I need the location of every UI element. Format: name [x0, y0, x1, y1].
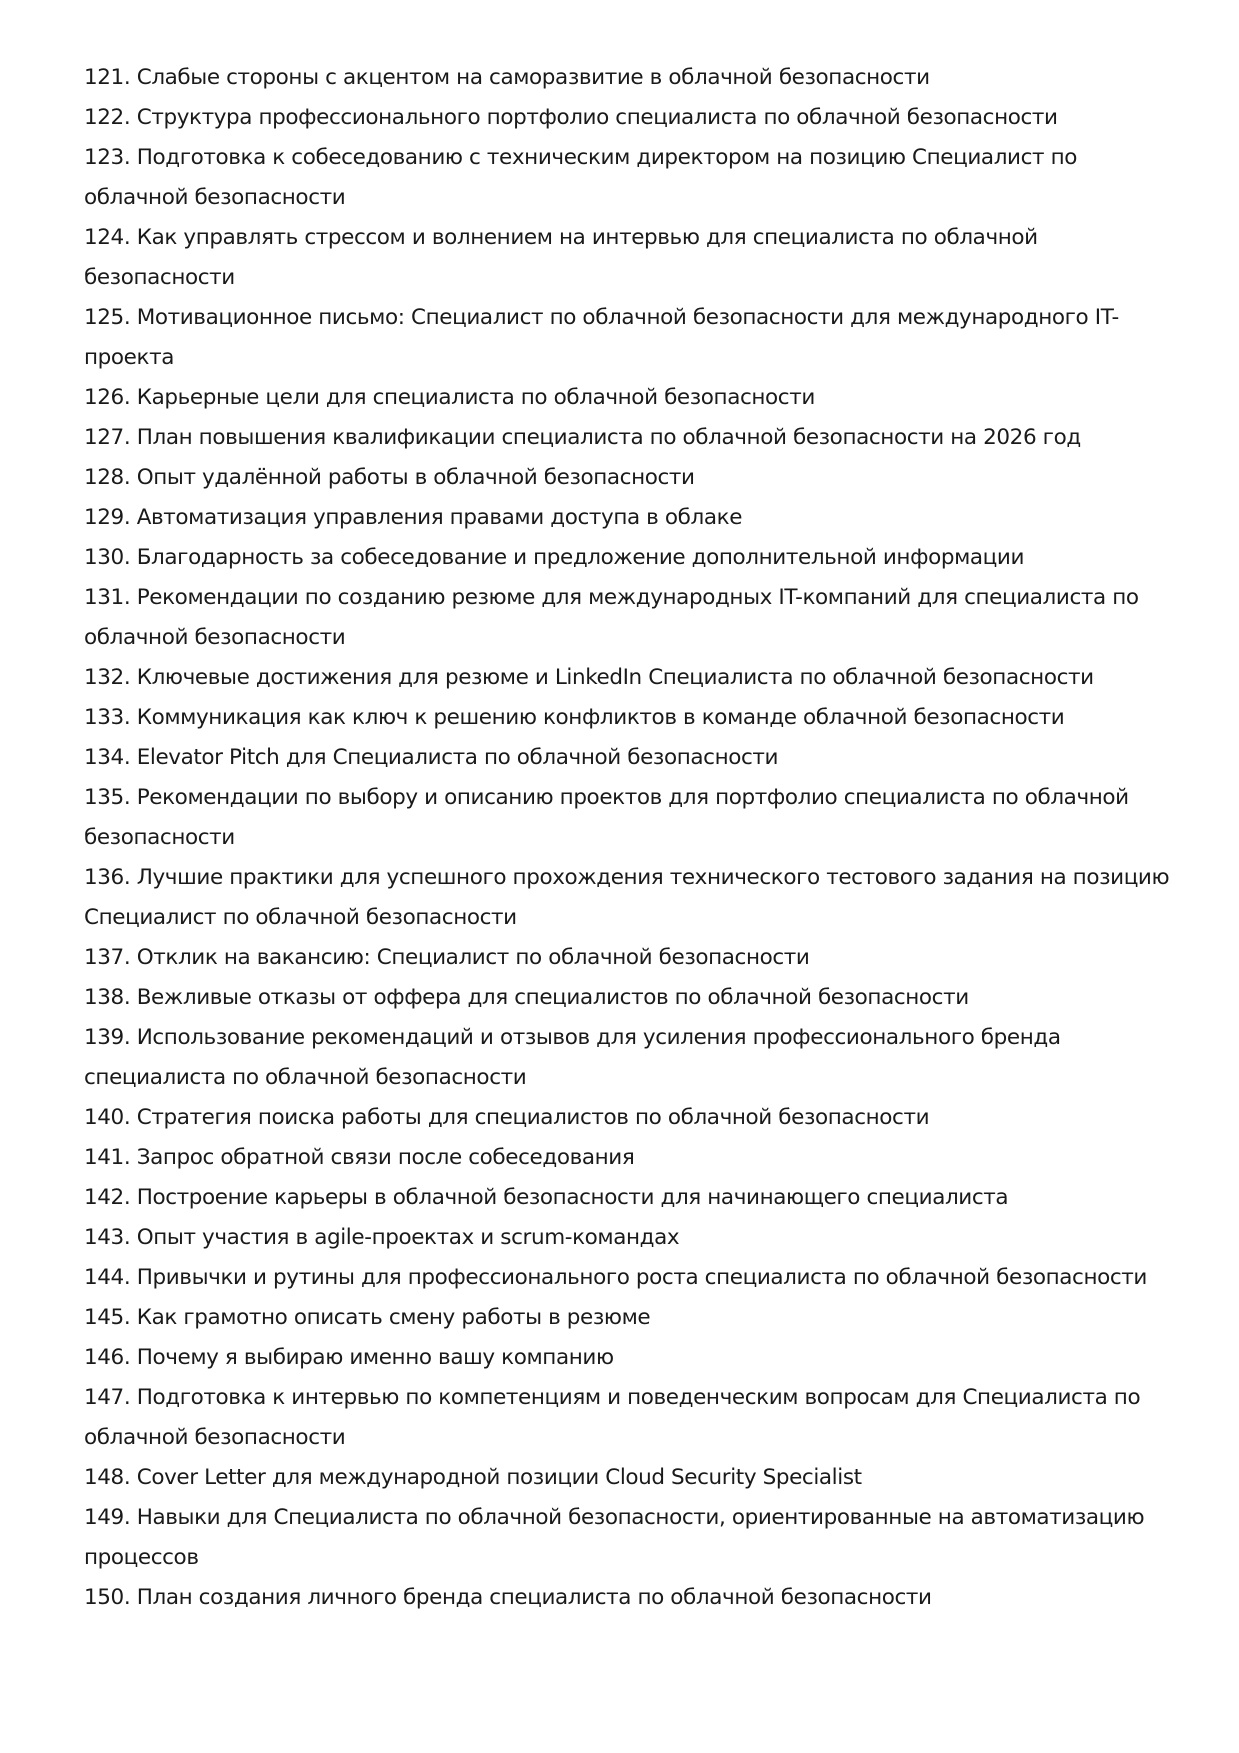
- list-item: 141. Запрос обратной связи после собеседования: [84, 1145, 635, 1170]
- document-list: [84, 58, 1174, 1618]
- list-item: 126. Карьерные цели для специалиста по облачной безопасности: [84, 385, 815, 410]
- list-item: 147. Подготовка к интервью по компетенциям и поведенческим вопросам для Специалиста по облачной безопасности: [84, 1385, 1141, 1450]
- list-item: 142. Построение карьеры в облачной безопасности для начинающего специалиста: [84, 1185, 1009, 1210]
- list-item: 149. Навыки для Специалиста по облачной безопасности, ориентированные на автоматизацию процессов: [84, 1505, 1145, 1570]
- list-item: 132. Ключевые достижения для резюме и LinkedIn Специалиста по облачной безопасности: [84, 665, 1094, 690]
- list-item: 145. Как грамотно описать смену работы в резюме: [84, 1305, 651, 1330]
- list-item: 137. Отклик на вакансию: Специалист по облачной безопасности: [84, 945, 810, 970]
- list-item: 138. Вежливые отказы от оффера для специалистов по облачной безопасности: [84, 985, 969, 1010]
- list-item: 144. Привычки и рутины для профессионального роста специалиста по облачной безопасности: [84, 1265, 1147, 1290]
- list-item: 125. Мотивационное письмо: Специалист по облачной безопасности для международного IT-проекта: [84, 305, 1119, 370]
- list-item: 143. Опыт участия в agile-проектах и scrum-командах: [84, 1225, 680, 1250]
- list-item: 133. Коммуникация как ключ к решению конфликтов в команде облачной безопасности: [84, 705, 1065, 730]
- list-item: 122. Структура профессионального портфолио специалиста по облачной безопасности: [84, 105, 1058, 130]
- list-item: 140. Стратегия поиска работы для специалистов по облачной безопасности: [84, 1105, 930, 1130]
- list-item: 121. Слабые стороны с акцентом на саморазвитие в облачной безопасности: [84, 65, 930, 90]
- list-item: 123. Подготовка к собеседованию с техническим директором на позицию Специалист по облачной безопасности: [84, 145, 1078, 210]
- list-item: 130. Благодарность за собеседование и предложение дополнительной информации: [84, 545, 1025, 570]
- list-item: 127. План повышения квалификации специалиста по облачной безопасности на 2026 год: [84, 425, 1081, 450]
- list-item: 136. Лучшие практики для успешного прохождения технического тестового задания на позицию Специалист по облачной безопасности: [84, 865, 1170, 930]
- list-item: 135. Рекомендации по выбору и описанию проектов для портфолио специалиста по облачной безопасности: [84, 785, 1129, 850]
- list-item: 134. Elevator Pitch для Специалиста по облачной безопасности: [84, 745, 779, 770]
- list-item: 124. Как управлять стрессом и волнением на интервью для специалиста по облачной безопасности: [84, 225, 1038, 290]
- list-item: 128. Опыт удалённой работы в облачной безопасности: [84, 465, 695, 490]
- list-item: 150. План создания личного бренда специалиста по облачной безопасности: [84, 1585, 932, 1610]
- list-item: 148. Cover Letter для международной позиции Cloud Security Specialist: [84, 1465, 862, 1490]
- list-item: 131. Рекомендации по созданию резюме для международных IT-компаний для специалиста по облачной безопасности: [84, 585, 1139, 650]
- list-item: 129. Автоматизация управления правами доступа в облаке: [84, 505, 743, 530]
- list-item: 139. Использование рекомендаций и отзывов для усиления профессионального бренда специалиста по облачной безопасности: [84, 1025, 1061, 1090]
- list-item: 146. Почему я выбираю именно вашу компанию: [84, 1345, 614, 1370]
